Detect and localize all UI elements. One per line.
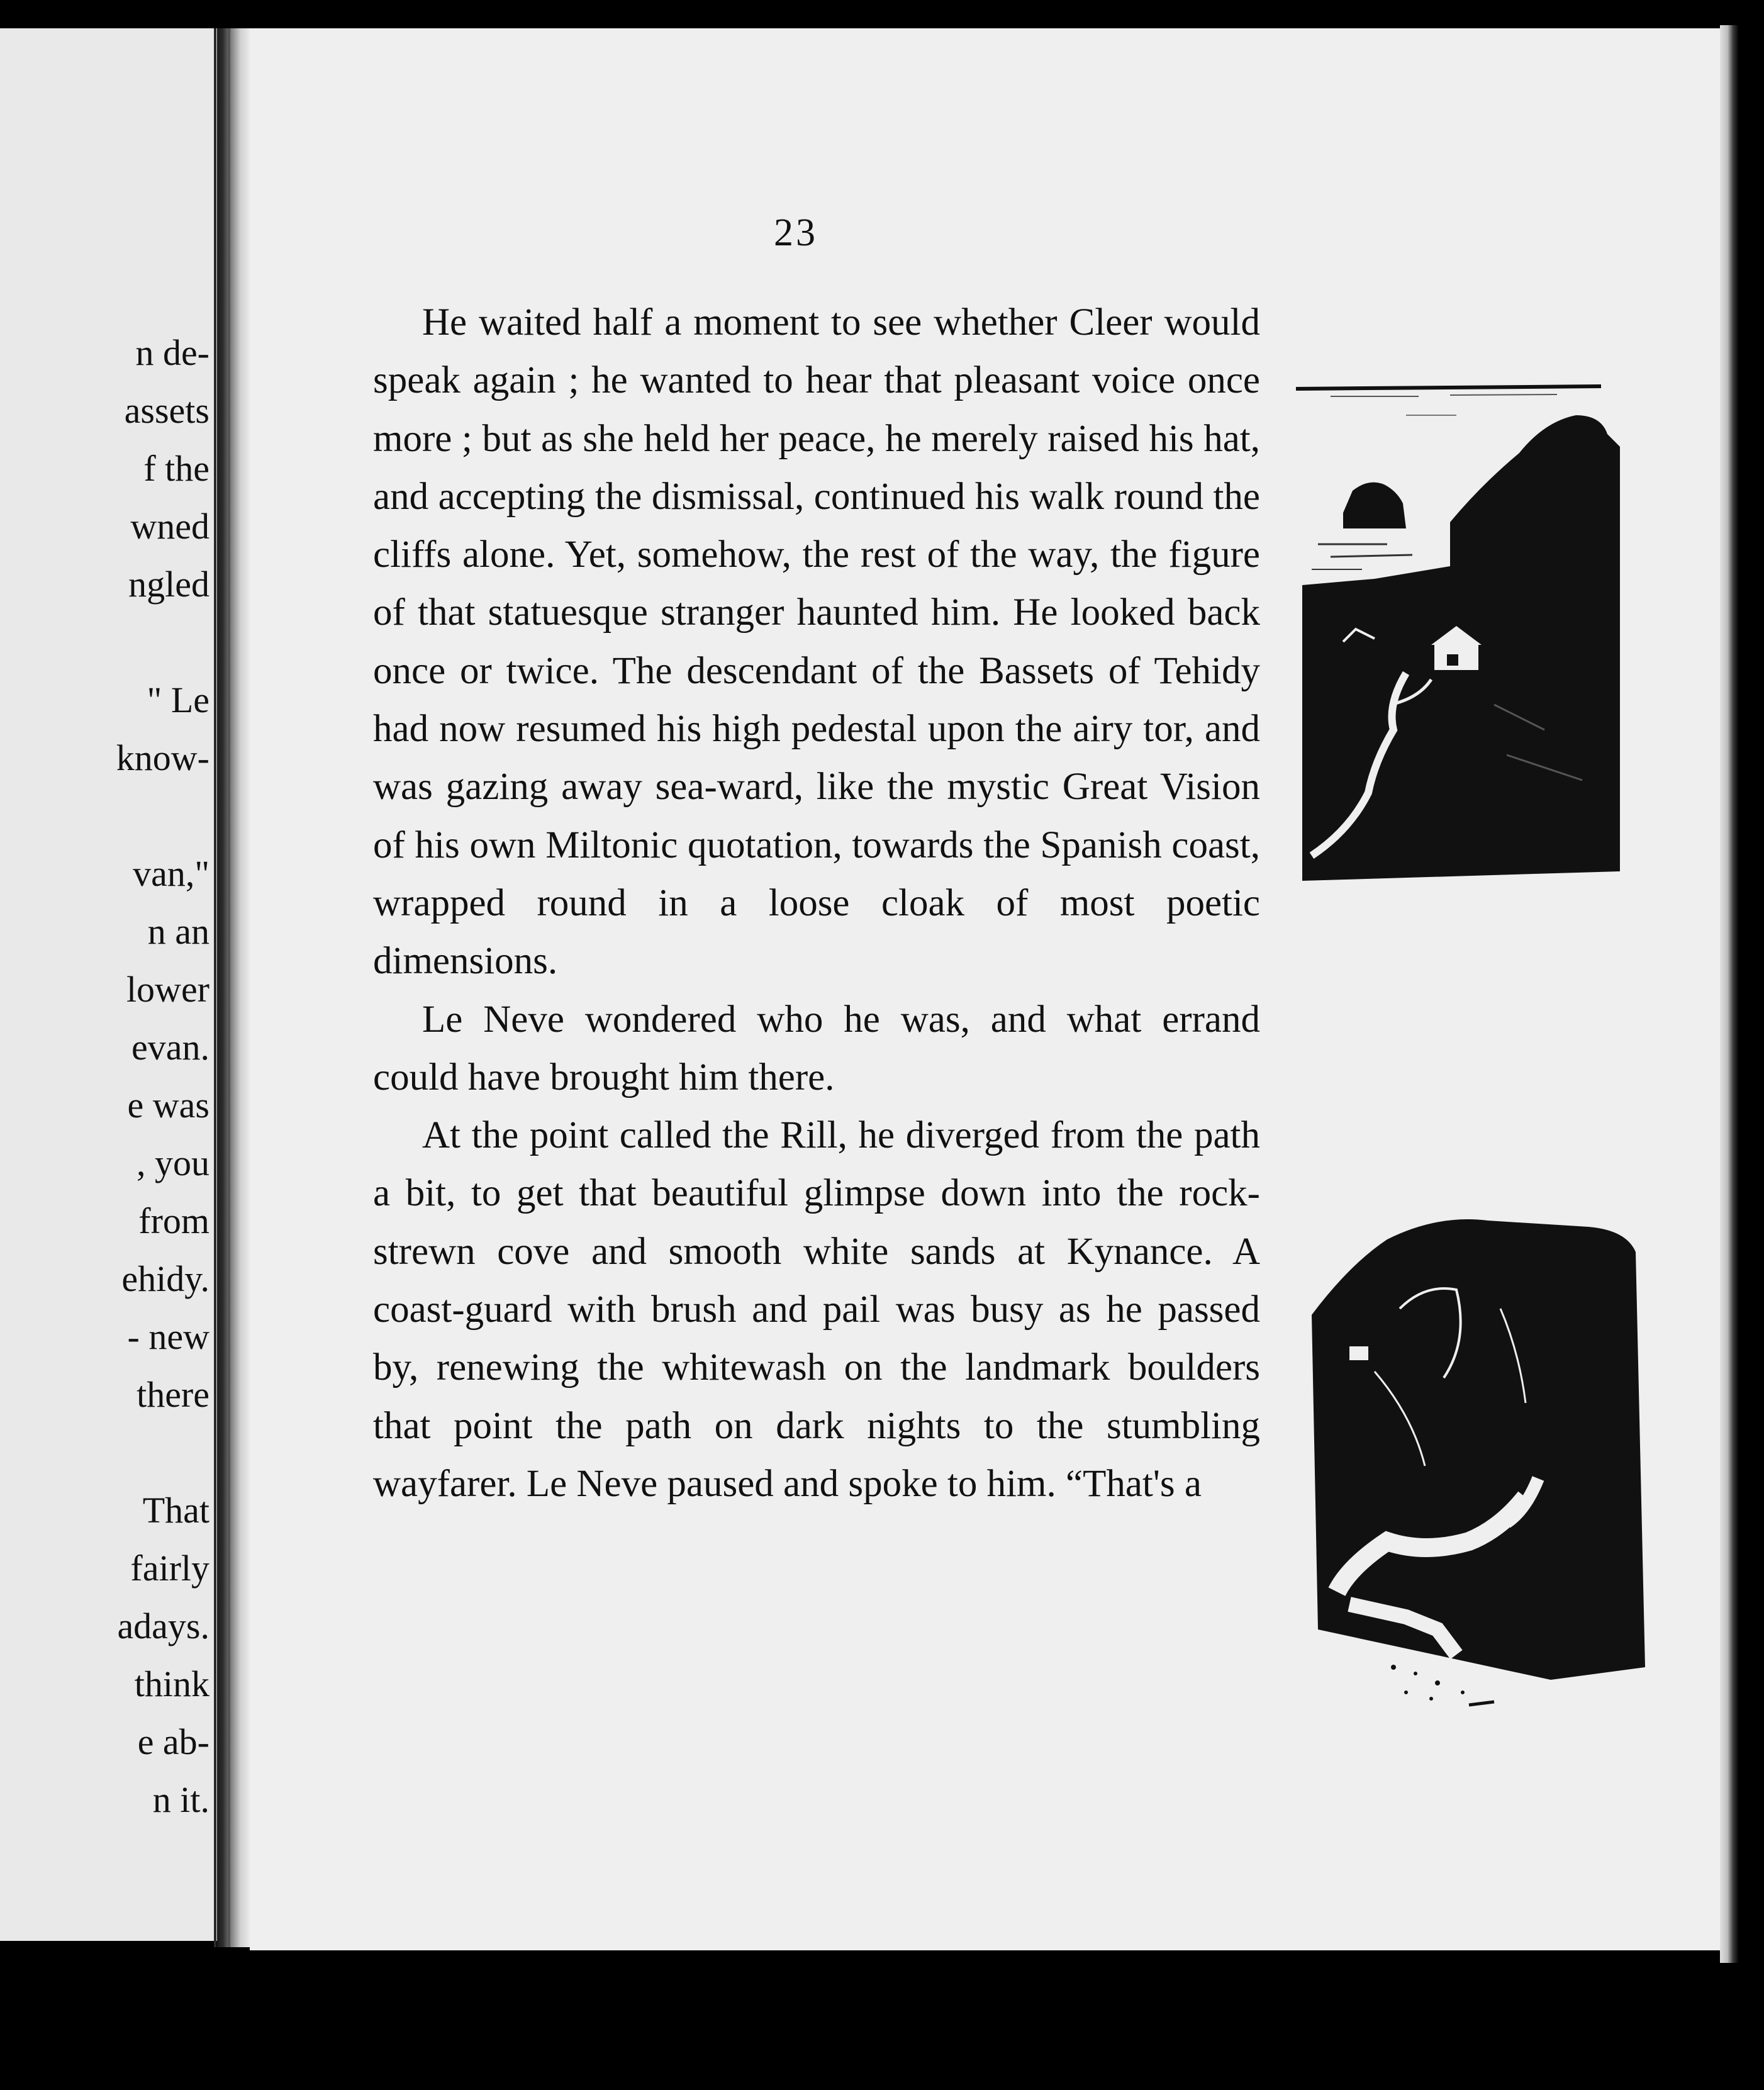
- left-line: from: [138, 1200, 209, 1241]
- gutter-line: [228, 28, 230, 1947]
- page-number: 23: [774, 211, 818, 254]
- left-line: n an: [147, 911, 209, 952]
- cove-illustration: [1312, 1214, 1645, 1718]
- gutter-line: [214, 28, 216, 1947]
- book-gutter: [217, 28, 250, 1947]
- left-line: [116, 1424, 209, 1482]
- left-line: n it.: [152, 1779, 209, 1820]
- left-page-text: [116, 324, 209, 1829]
- left-line: lower: [126, 969, 209, 1010]
- left-line: assets: [124, 390, 209, 431]
- left-line: That: [142, 1490, 209, 1531]
- paragraph: He waited half a moment to see whether Cleer would speak again ; he wanted to hear that pleasant voice once more ; but as she held her peace, he merely raised his hat, and accepting the dismissal, continued his walk round the cliffs alone. Yet, somehow, the rest of the way, the figure of that statuesque stranger haunted him. He looked back once or twice. The descendant of the Bassets of Tehidy had now resumed his high pedestal upon the airy tor, and was gazing away sea-ward, like the mystic Great Vision of his own Miltonic quotation, towards the Spanish coast, wrapped round in a loose cloak of most poetic dimensions.: [373, 301, 1260, 983]
- paragraph: At the point called the Rill, he diverged from the path a bit, to get that beautiful glimpse down into the rock-strewn cove and smooth white sands at Kynance. A coast-guard with brush and pail was busy as he passed by, renewing the whitewash on the landmark boulders that point the path on dark nights to the stumbling wayfarer. Le Neve paused and spoke to him. “That's a: [373, 1114, 1260, 1505]
- left-line: wned: [130, 506, 209, 547]
- left-line: [116, 787, 209, 845]
- left-line: adays.: [117, 1606, 209, 1646]
- cliff-illustration: [1293, 377, 1626, 881]
- left-line: fairly: [130, 1548, 209, 1589]
- left-line: , you: [137, 1143, 209, 1183]
- left-line: - new: [127, 1316, 209, 1357]
- page-edge: [1720, 25, 1739, 1963]
- left-page: [0, 28, 217, 1941]
- left-line: n de-: [135, 332, 209, 373]
- left-line: e ab-: [137, 1721, 209, 1762]
- left-line: e was: [127, 1085, 209, 1126]
- paragraph: Le Neve wondered who he was, and what errand could have brought him there.: [373, 998, 1260, 1098]
- left-line: know-: [116, 737, 209, 778]
- left-line: [116, 613, 209, 671]
- left-line: there: [137, 1374, 209, 1415]
- left-line: evan.: [131, 1027, 209, 1068]
- body-text: [373, 294, 1260, 1513]
- left-line: think: [134, 1663, 209, 1704]
- left-line: f the: [143, 448, 209, 489]
- left-line: van,": [133, 853, 209, 894]
- left-line: ehidy.: [121, 1258, 209, 1299]
- left-line: " Le: [147, 679, 209, 720]
- left-line: ngled: [128, 564, 209, 605]
